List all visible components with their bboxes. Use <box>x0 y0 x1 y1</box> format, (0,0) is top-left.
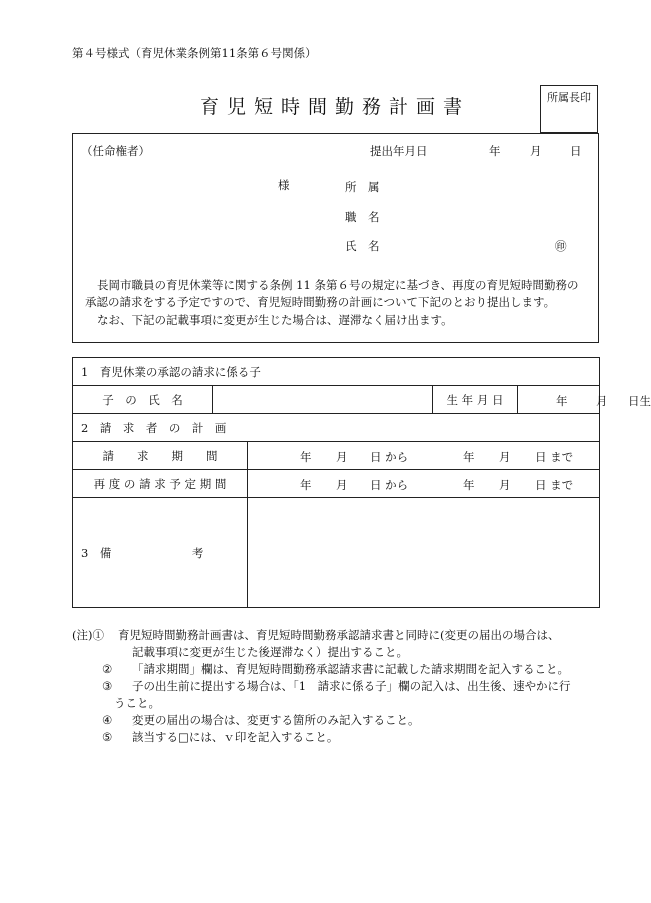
child-name-field[interactable] <box>213 386 433 414</box>
submission-day: 日 <box>570 144 582 158</box>
request-period-label: 請 求 期 間 <box>73 442 248 470</box>
seal-mark: ㊞ <box>555 239 567 253</box>
note-item <box>72 661 602 678</box>
rr-to-day: 日 まで <box>535 478 574 492</box>
rr-from-year: 年 <box>300 478 312 492</box>
header-box <box>72 133 599 343</box>
birth-month: 月 <box>596 394 608 408</box>
note-marker: ③ <box>102 679 113 693</box>
notice-paragraph: なお、下記の記載事項に変更が生じた場合は、遅滞なく届け出ます。 <box>97 313 453 327</box>
name-label: 氏 名 <box>345 239 380 253</box>
seal-box <box>540 85 598 133</box>
note-item <box>72 712 602 729</box>
re-request-row <box>73 470 600 498</box>
page-title: 育児短時間勤務計画書 <box>200 96 471 118</box>
rp-from-month: 月 <box>336 450 348 464</box>
seal-label: 所属長印 <box>547 91 591 104</box>
rr-to-month: 月 <box>499 478 511 492</box>
birthdate-label: 生 年 月 日 <box>433 386 518 414</box>
position-label: 職 名 <box>345 210 380 224</box>
remarks-label: 3 備 考 <box>73 498 248 608</box>
section1-heading: 1 育児休業の承認の請求に係る子 <box>73 358 600 386</box>
note-item <box>72 729 602 746</box>
plan-table <box>72 357 651 608</box>
statement-paragraph: 長岡市職員の育児休業等に関する条例 11 条第６号の規定に基づき、再度の育児短時間勤務の承認の請求をする予定ですので、育児短時間勤務の計画について下記のとおり提出します。 <box>85 278 579 309</box>
note-item <box>72 627 602 644</box>
sama-label: 様 <box>278 178 290 192</box>
note-text: 子の出生前に提出する場合は、「1 請求に係る子」欄の記入は、出生後、速やかに行 <box>132 679 571 693</box>
remarks-field[interactable] <box>248 498 600 608</box>
section2-row <box>73 414 600 442</box>
note-item <box>72 695 602 712</box>
rr-from-day: 日 から <box>370 478 409 492</box>
form-id: 第４号様式（育児休業条例第11条第６号関係） <box>72 46 317 60</box>
rp-to-year: 年 <box>463 450 475 464</box>
note-text: 「請求期間」欄は、育児短時間勤務承認請求書に記載した請求期間を記入すること。 <box>132 662 569 676</box>
section2-heading: 2 請 求 者 の 計 画 <box>73 414 600 442</box>
note-marker: ④ <box>102 713 113 727</box>
birthdate-field[interactable] <box>518 386 651 414</box>
rp-to-month: 月 <box>499 450 511 464</box>
rr-to-year: 年 <box>463 478 475 492</box>
note-text: うこと。 <box>114 696 160 710</box>
child-row <box>73 386 600 414</box>
rr-from-month: 月 <box>336 478 348 492</box>
request-period-row <box>73 442 600 470</box>
note-item <box>72 644 602 661</box>
note-marker: ⑤ <box>102 730 113 744</box>
submission-date-label: 提出年月日 <box>370 144 428 158</box>
rp-to-day: 日 まで <box>535 450 574 464</box>
note-text: 記載事項に変更が生じた後遅滞なく）提出すること。 <box>132 645 408 659</box>
remarks-row <box>73 498 600 608</box>
affiliation-label: 所 属 <box>345 180 380 194</box>
note-text: 変更の届出の場合は、変更する箇所のみ記入すること。 <box>132 713 420 727</box>
appointer-label: （任命権者） <box>81 144 150 158</box>
re-request-field[interactable] <box>248 470 600 498</box>
note-text: 育児短時間勤務計画書は、育児短時間勤務承認請求書と同時に(変更の届出の場合は、 <box>118 628 560 642</box>
section1-row <box>73 358 600 386</box>
child-name-label: 子 の 氏 名 <box>73 386 213 414</box>
note-text: 該当する□には、ｖ印を記入すること。 <box>132 730 339 744</box>
re-request-label: 再 度 の 請 求 予 定 期 間 <box>73 470 248 498</box>
submission-year: 年 <box>489 144 501 158</box>
birth-year: 年 <box>556 394 568 408</box>
rp-from-year: 年 <box>300 450 312 464</box>
note-item <box>72 678 602 695</box>
note-marker: ② <box>102 662 113 676</box>
rp-from-day: 日 から <box>370 450 409 464</box>
notes <box>72 627 602 746</box>
submission-month: 月 <box>530 144 542 158</box>
request-period-field[interactable] <box>248 442 600 470</box>
note-marker: (注)① <box>72 628 104 642</box>
birth-day: 日生 <box>628 394 651 408</box>
